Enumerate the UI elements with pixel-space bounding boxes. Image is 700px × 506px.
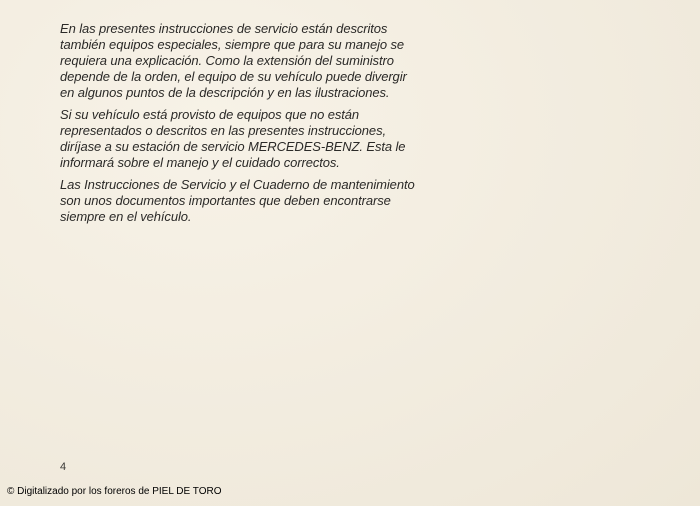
paragraph-equipment [60, 21, 480, 101]
page-number: 4 [60, 461, 67, 473]
text-line: En las presentes instrucciones de servicio están descritos [60, 21, 388, 36]
text-line: requiera una explicación. Como la extensión del suministro [60, 53, 394, 68]
paragraph-service-station [60, 107, 480, 171]
text-line: también equipos especiales, siempre que para su manejo se [60, 37, 405, 52]
paragraph-documents [60, 177, 480, 225]
text-line: son unos documentos importantes que deben encontrarse [60, 193, 391, 208]
text-line: en algunos puntos de la descripción y en las ilustraciones. [60, 85, 390, 100]
text-line: representados o descritos en las presentes instrucciones, [60, 123, 386, 138]
text-line: siempre en el vehículo. [60, 209, 192, 224]
text-line: informará sobre el manejo y el cuidado correctos. [60, 155, 340, 170]
body-text [60, 21, 480, 231]
text-line: diríjase a su estación de servicio MERCEDES-BENZ. Esta le [60, 139, 406, 154]
text-line: depende de la orden, el equipo de su vehículo puede divergir [60, 69, 407, 84]
text-line: Si su vehículo está provisto de equipos que no están [60, 107, 360, 122]
scan-credit: © Digitalizado por los foreros de PIEL DE TORO [7, 486, 222, 497]
text-line: Las Instrucciones de Servicio y el Cuaderno de mantenimiento [60, 177, 415, 192]
